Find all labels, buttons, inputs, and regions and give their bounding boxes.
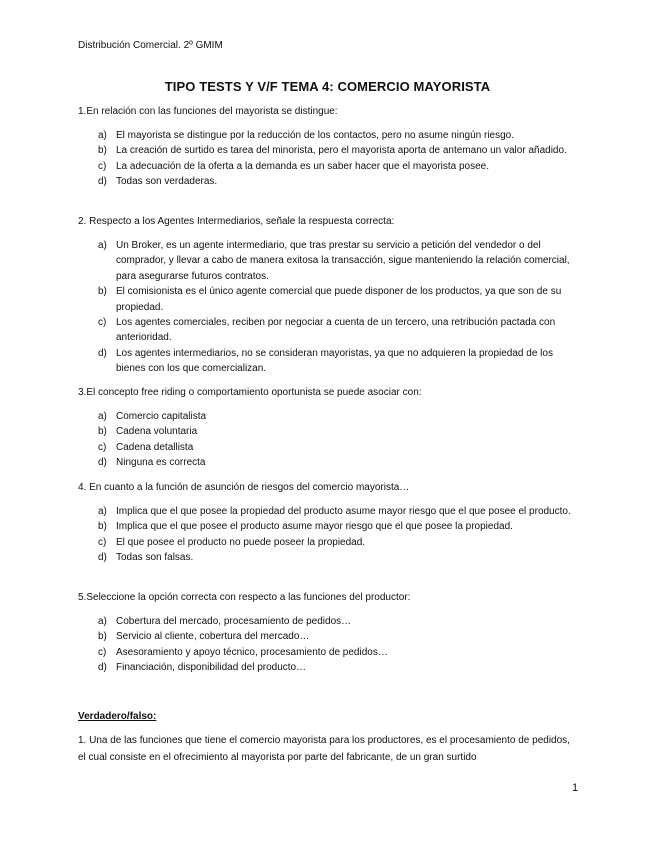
document-title: TIPO TESTS Y V/F TEMA 4: COMERCIO MAYORISTA xyxy=(164,79,491,94)
option-item: b) La creación de surtido es tarea del minorista, pero el mayorista aporta de antemano un valor añadido. xyxy=(98,145,567,157)
option-item: c) La adecuación de la oferta a la demanda es un saber hacer que el mayorista posee. xyxy=(98,160,490,172)
option-item: d) Los agentes intermediarios, no se consideran mayoristas, ya que no adquieren la propiedad de los bienes con los que comercializan. xyxy=(98,347,553,375)
question-1-options xyxy=(98,128,573,190)
question-3-options xyxy=(98,409,573,471)
option-item: b) Servicio al cliente, cobertura del mercado… xyxy=(98,631,310,643)
true-false-heading: Verdadero/falso: xyxy=(78,711,157,722)
option-item: c) Los agentes comerciales, reciben por negociar a cuenta de un tercero, una retribución pactada con anterioridad. xyxy=(98,317,556,344)
option-item: d) Ninguna es correcta xyxy=(98,457,206,469)
question-2: 2. Respecto a los Agentes Intermediarios, señale la respuesta correcta: xyxy=(78,216,395,227)
option-item: d) Todas son verdaderas. xyxy=(98,176,218,188)
option-item: b) Cadena voluntaria xyxy=(98,426,198,438)
question-1: 1.En relación con las funciones del mayorista se distingue: xyxy=(78,106,338,117)
option-item: a) Un Broker, es un agente intermediario, que tras prestar su servicio a petición del vendedor o del comprador, y llevar a cabo de manera exitosa la transacción, sigue manteniendo la relación comercial, para asegurarse futuros contratos. xyxy=(98,240,570,282)
option-item: c) El que posee el producto no puede poseer la propiedad. xyxy=(98,536,366,548)
question-5-options xyxy=(98,614,573,676)
question-5: 5.Seleccione la opción correcta con respecto a las funciones del productor: xyxy=(78,592,411,603)
option-item: b) Implica que el que posee el producto asume mayor riesgo que el que posee la propiedad. xyxy=(98,521,513,533)
option-item: d) Financiación, disponibilidad del producto… xyxy=(98,662,307,674)
question-3: 3.El concepto free riding o comportamiento oportunista se puede asociar con: xyxy=(78,387,422,398)
question-4-options xyxy=(98,504,573,566)
question-4: 4. En cuanto a la función de asunción de riesgos del comercio mayorista… xyxy=(78,482,410,493)
option-item: a) Cobertura del mercado, procesamiento de pedidos… xyxy=(98,616,352,627)
option-item: a) Implica que el que posee la propiedad del producto asume mayor riesgo que el que posee el producto. xyxy=(98,506,571,517)
document-header: Distribución Comercial. 2º GMIM xyxy=(78,40,223,51)
option-item: d) Todas son falsas. xyxy=(98,552,194,564)
question-2-options xyxy=(98,238,573,377)
true-false-statement-1: 1. Una de las funciones que tiene el comercio mayorista para los productores, es el procesamiento de pedidos, el cual consiste en el ofrecimiento al mayorista por parte del fabricante, de un gran surtido xyxy=(78,735,570,763)
option-item: a) Comercio capitalista xyxy=(98,411,207,422)
page-number: 1 xyxy=(572,782,579,794)
option-item: b) El comisionista es el único agente comercial que puede disponer de los productos, ya que son de su propiedad. xyxy=(98,286,562,313)
option-item: c) Asesoramiento y apoyo técnico, procesamiento de pedidos… xyxy=(98,646,388,658)
option-item: c) Cadena detallista xyxy=(98,441,194,453)
option-item: a) El mayorista se distingue por la reducción de los contactos, pero no asume ningún riesgo. xyxy=(98,130,515,141)
